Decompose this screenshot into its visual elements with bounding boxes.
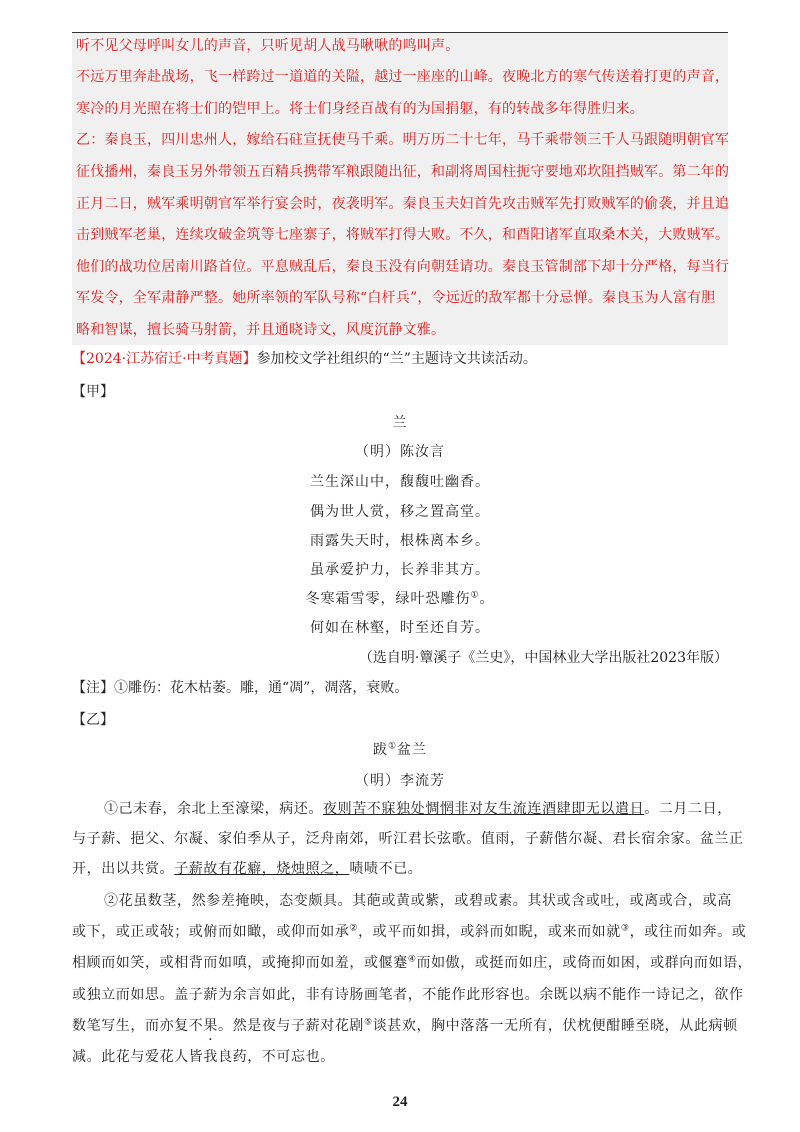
jia-note: 【注】①雕伤：花木枯萎。雕，通“凋”，凋落，衰败。 [72,680,409,696]
yi-author: （明）李流芳 [355,773,445,789]
yi-para2-line5 [72,1016,738,1036]
answer-line: 正月二日，贼军乘明朝官军举行宴会时，夜袭明军。秦良玉夫妇首先攻击贼军先打败贼军的偷袭，并且追 [76,196,730,212]
jia-line5-text: 冬寒霜雪零，绿叶恐雕伤 [305,591,471,607]
underlined-sentence: 子薪故有花癖，烧烛照之， [174,861,350,877]
question-stem [72,349,537,369]
jia-poem-line: 何如在林壑，时至还自芳。 [310,620,490,636]
text-run: 谈甚欢，胸中落落一无所有，伏枕便酣睡至晓，从此病顿 [372,1018,738,1034]
dotted-char: 果 [203,1018,219,1034]
jia-line5-end: 。 [479,591,495,607]
yi-para2-line4: 或独立而如思。盖子薪为余言如此，非有诗肠画笔者，不能作此形容也。余既以病不能作一诗记之，欲作 [72,987,744,1003]
note-mark: ④ [407,954,417,965]
text-run: ，或平而如揖，或斜而如睨，或来而如就 [358,924,621,940]
yi-para2-line3 [72,953,753,973]
yi-para1-line1 [104,799,732,819]
text-run: 开，出以共赏。 [72,861,175,877]
jia-poem-line: 偶为世人赏，移之置高堂。 [310,504,490,520]
jia-source: （选自明·簟溪子《兰史》，中国林业大学出版社2023年版） [358,650,728,666]
note-mark: ① [387,741,398,752]
question-tag: 【2024·江苏宿迁·中考真题】 [72,351,257,367]
jia-poem-line: 雨露失天时，根株离本乡。 [310,533,490,549]
yi-label: 【乙】 [72,712,114,728]
yi-title-prefix: 跋 [372,742,388,758]
jia-poem-author: （明）陈汝言 [355,444,445,460]
text-run: 数笔写生，而亦复不 [72,1018,204,1034]
jia-poem-line [0,589,800,609]
jia-poem-line: 虽承爱护力，长养非其方。 [310,562,490,578]
answer-line: 乙：秦良玉，四川忠州人，嫁给石砫宣抚使马千乘。明万历二十七年，马千乘带领三千人马跟随明朝官军 [76,132,730,148]
text-run: 。二月二日， [644,801,732,817]
yi-title [0,740,800,760]
note-mark: ③ [620,923,630,934]
jia-label: 【甲】 [72,384,114,400]
text-run: ，或往而如奔。或 [629,924,747,940]
text-run: 相顾而如笑，或相背而如嗔，或掩抑而如羞，或偃蹇 [72,955,408,971]
answer-line: 征伐播州，秦良玉另外带领五百精兵携带军粮跟随出征，和副将周国柱扼守要地邓坎阻挡贼军。第二年的 [76,164,730,180]
answer-line: 不远万里奔赴战场，飞一样跨过一道道的关隘，越过一座座的山峰。夜晚北方的寒气传送着打更的声音， [76,69,730,85]
underlined-sentence: 夜则苦不寐独处惆惘非对友生流连酒肆即无以遣日 [323,801,645,817]
text-run: ①己未春，余北上至濠梁，病还。 [104,801,323,817]
yi-para2-line2 [72,922,747,942]
note-mark: ⑤ [364,1017,373,1028]
yi-para1-line3 [72,859,728,879]
answer-line: 寒冷的月光照在将士们的铠甲上。将士们身经百战有的为国捐躯，有的转战多年得胜归来。 [76,101,644,117]
note-mark: ② [349,923,359,934]
question-text: 参加校文学社组织的“兰”主题诗文共读活动。 [256,351,537,367]
jia-poem-line: 兰生深山中，馥馥吐幽香。 [310,474,490,490]
answer-line: 军发令，全军肃静严整。她所率领的军队号称“白杆兵”，令远近的敌军都十分忌惮。秦良玉为人富有胆 [76,290,716,306]
answer-line: 击到贼军老巢，连续攻破金筑等七座寨子，将贼军打得大败。不久，和酉阳诸军直取桑木关，大败贼军。 [76,227,730,243]
page-number: 24 [392,1094,408,1110]
yi-para1-line2: 与子薪、挹父、尔凝、家伯季从子，泛舟南郊，听江君长弦歌。值雨，子薪偕尔凝、君长宿余家。盆兰正 [72,831,744,847]
text-run: 或下，或正或敧；或俯而如瞰，或仰而如承 [72,924,350,940]
note-mark: ① [470,590,480,601]
text-run: 而如傲，或挺而如庄，或倚而如困，或群向而如语， [416,955,753,971]
yi-para2-line6: 减。此花与爱花人皆我良药，不可忘也。 [72,1049,335,1065]
yi-title-suffix: 盆兰 [397,742,428,758]
yi-para2-line1: ②花虽数茎，然参差掩映，态变颇具。其葩或黄或紫，或碧或素。其状或含或吐，或离或合，或高 [104,893,732,909]
answer-line: 听不见父母呼叫女儿的声音，只听见胡人战马啾啾的鸣叫声。 [76,38,460,54]
text-run: 。然是夜与子薪对花剧 [218,1018,365,1034]
answer-line: 略和智谋，擅长骑马射箭，并且通晓诗文，风度沉静文雅。 [76,322,446,338]
answer-line: 他们的战功位居南川路首位。平息贼乱后，秦良玉没有向朝廷请功。秦良玉管制部下却十分严格，每当行 [76,259,730,275]
jia-poem-title: 兰 [392,415,408,431]
text-run: 啧啧不已。 [349,861,423,877]
